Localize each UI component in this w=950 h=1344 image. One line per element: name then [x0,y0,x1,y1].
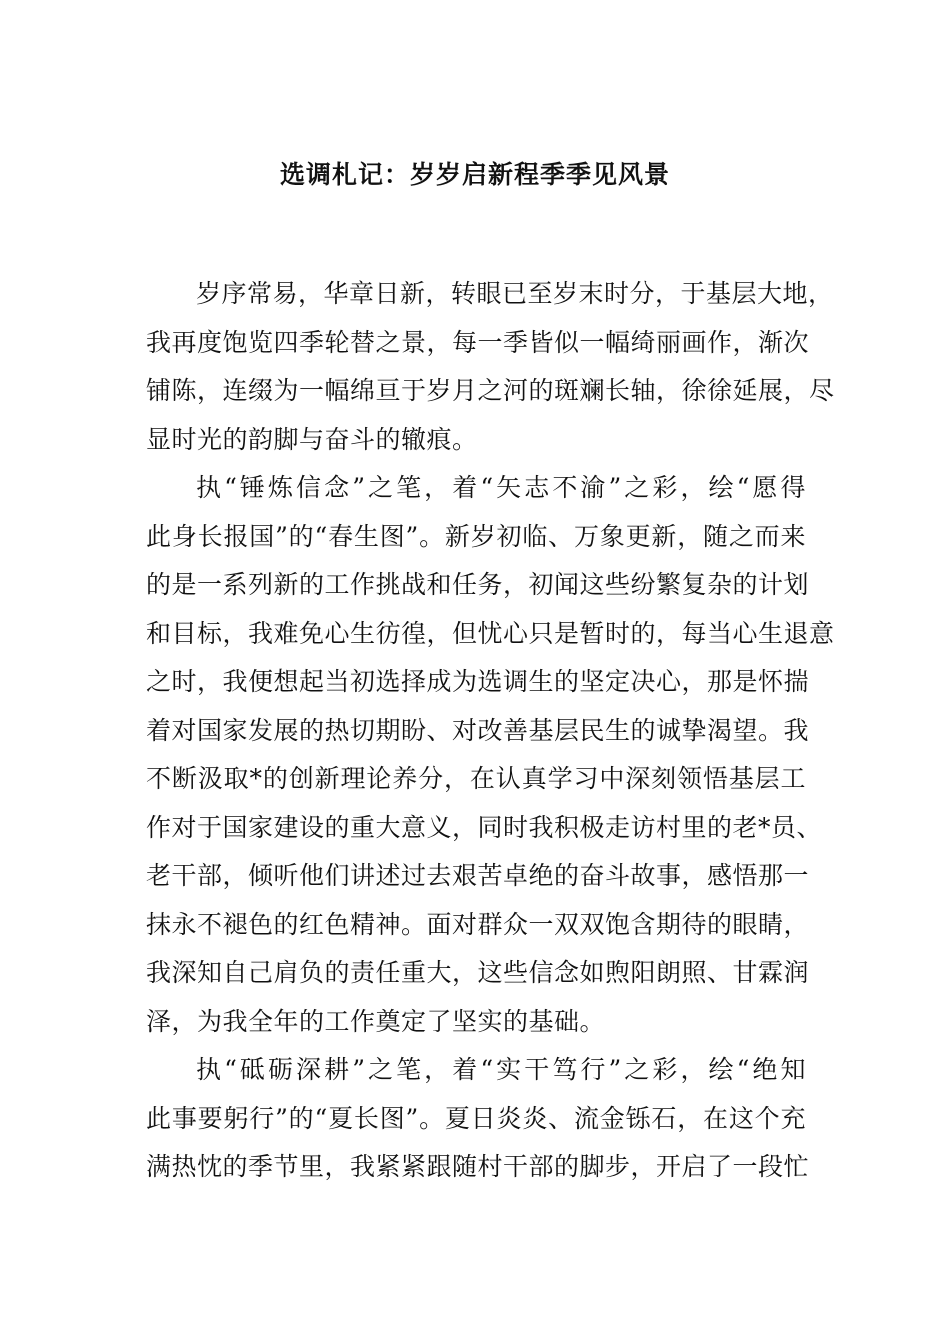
paragraph-line: 显时光的韵脚与奋斗的辙痕。 [146,424,478,454]
paragraph-line: 我再度饱览四季轮替之景，每一季皆似一幅绮丽画作，渐次 [146,327,810,357]
paragraph-line: 泽，为我全年的工作奠定了坚实的基础。 [146,1006,606,1036]
paragraph-line: 执“砥砺深耕”之笔，着“实干笃行”之彩，绘“绝知 [196,1055,806,1084]
paragraph-line: 此事要躬行”的“夏长图”。夏日炎炎、流金铄石，在这个充 [146,1103,806,1133]
paragraph-line: 着对国家发展的热切期盼、对改善基层民生的诚挚渴望。我 [146,715,810,745]
paragraph-line: 老干部，倾听他们讲述过去艰苦卓绝的奋斗故事，感悟那一 [146,861,810,890]
paragraph-line: 不断汲取*的创新理论养分，在认真学习中深刻领悟基层工 [146,764,806,793]
paragraph-line: 之时，我便想起当初选择成为选调生的坚定决心，那是怀揣 [146,667,810,696]
paragraph-line: 执“锤炼信念”之笔，着“矢志不渝”之彩，绘“愿得 [196,473,806,502]
paragraph-line: 抹永不褪色的红色精神。面对群众一双双饱含期待的眼睛， [146,909,810,939]
paragraph-line: 和目标，我难免心生彷徨，但忧心只是暂时的，每当心生退意 [146,618,835,648]
paragraph-line: 作对于国家建设的重大意义，同时我积极走访村里的老*员、 [146,812,823,842]
paragraph-1 [146,270,835,464]
paragraph-line: 满热忱的季节里，我紧紧跟随村干部的脚步，开启了一段忙 [146,1152,810,1181]
paragraph-3 [146,1046,810,1192]
paragraph-line: 铺陈，连缀为一幅绵亘于岁月之河的斑斓长轴，徐徐延展，尽 [146,376,835,405]
document-body [146,270,835,1192]
paragraph-line: 我深知自己肩负的责任重大，这些信念如煦阳朗照、甘霖润 [146,958,810,987]
paragraph-line: 此身长报国”的“春生图”。新岁初临、万象更新，随之而来 [146,521,806,551]
paragraph-line: 岁序常易，华章日新，转眼已至岁末时分，于基层大地， [196,279,834,308]
paragraph-2 [146,464,835,1046]
document-title: 选调札记：岁岁启新程季季见风景 [279,160,670,189]
paragraph-line: 的是一系列新的工作挑战和任务，初闻这些纷繁复杂的计划 [146,570,810,599]
